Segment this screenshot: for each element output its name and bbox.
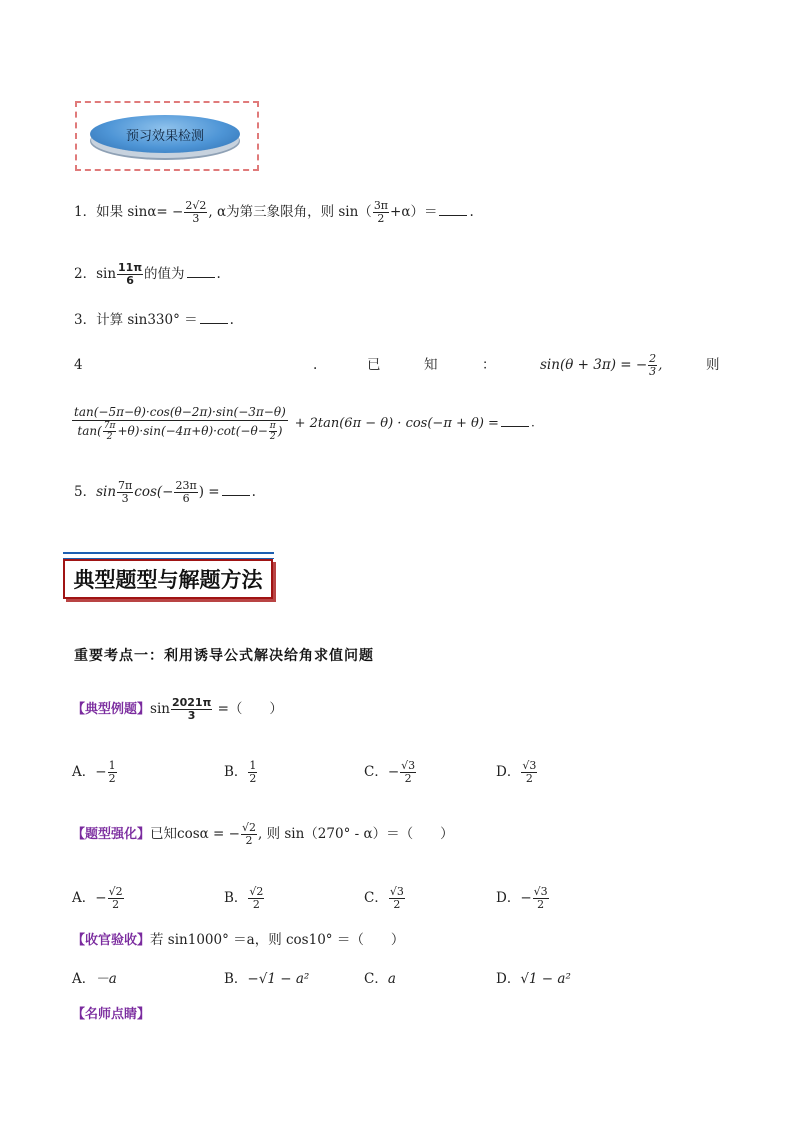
teacher-tip-heading: 【名师点睛】 bbox=[72, 1007, 151, 1022]
strengthen-tag: 【题型强化】 bbox=[72, 827, 151, 842]
option-b[interactable]: B．−√1 − a² bbox=[224, 971, 310, 987]
question-4-expression: tan(−5π−θ)·cos(θ−2π)·sin(−3π−θ) tan( $\frac{7\pi}{2}$ +θ)·sin(−4π+θ)·cot(−θ− $\frac{\pi}{2}$ ) + 2tan(6π − θ) · cos(−π + θ) = . bbox=[74, 405, 535, 442]
option-a[interactable]: A．－a bbox=[72, 971, 117, 987]
question-4-label: 4 bbox=[74, 357, 83, 373]
section-rule bbox=[63, 552, 274, 559]
option-d[interactable]: D． $\frac{√3}{2}$ bbox=[496, 759, 537, 785]
option-c[interactable]: C． $\frac{√3}{2}$ bbox=[364, 885, 404, 911]
question-5: 5．sin $\frac{7\pi}{3}$ cos(− $\frac{23\pi}{6}$ ) = . bbox=[74, 479, 256, 505]
fraction: $\frac{3\pi}{2}$ bbox=[373, 199, 389, 225]
strengthen-question: 【题型强化】已知cosα = − $\frac{√2}{2}$ , 则 sin（270° - α）＝（ ） bbox=[72, 821, 454, 847]
option-d[interactable]: D．− $\frac{√3}{2}$ bbox=[496, 885, 548, 911]
preview-badge-label: 预习效果检测 bbox=[125, 128, 204, 144]
answer-blank[interactable] bbox=[501, 412, 529, 427]
question-1: 1．如果 sinα= − $\frac{2√2}{3}$ , α为第三象限角，则 sin（ $\frac{3\pi}{2}$ +α）＝ . bbox=[74, 199, 474, 225]
fraction: $\frac{2√2}{3}$ bbox=[185, 199, 207, 225]
answer-blank[interactable] bbox=[187, 263, 215, 278]
question-2: 2．sin $\frac{11\pi}{6}$ 的值为 . bbox=[74, 261, 221, 287]
fraction: $\frac{23\pi}{6}$ bbox=[175, 479, 197, 505]
option-c[interactable]: C．− $\frac{√3}{2}$ bbox=[364, 759, 416, 785]
harvest-question: 【收官验收】若 sin1000° ＝a，则 cos10° ＝（ ） bbox=[72, 932, 405, 948]
option-b[interactable]: B． $\frac{√2}{2}$ bbox=[224, 885, 264, 911]
option-d[interactable]: D．√1 − a² bbox=[496, 971, 571, 987]
fraction: $\frac{2}{3}$ bbox=[649, 352, 657, 378]
answer-blank[interactable] bbox=[439, 201, 467, 216]
fraction: $\frac{√2}{2}$ bbox=[241, 821, 256, 847]
option-b[interactable]: B． $\frac{1}{2}$ bbox=[224, 759, 257, 785]
harvest-tag: 【收官验收】 bbox=[72, 933, 151, 948]
preview-badge bbox=[90, 115, 240, 153]
fraction: $\frac{7\pi}{3}$ bbox=[118, 479, 133, 505]
example-tag: 【典型例题】 bbox=[72, 702, 151, 717]
option-a[interactable]: A．− $\frac{1}{2}$ bbox=[72, 759, 116, 785]
section-title: 典型题型与解题方法 bbox=[63, 559, 273, 599]
fraction: $\frac{11\pi}{6}$ bbox=[118, 261, 143, 287]
question-3: 3．计算 sin330° ＝ . bbox=[74, 309, 234, 330]
answer-blank[interactable] bbox=[222, 481, 250, 496]
question-4-condition: sin(θ + 3π) = − $\frac{2}{3}$ , bbox=[540, 352, 663, 378]
option-c[interactable]: C．a bbox=[364, 971, 396, 987]
example-question: 【典型例题】sin $\frac{2021\pi}{3}$ =（ ） bbox=[72, 696, 283, 722]
fraction: $\frac{2021\pi}{3}$ bbox=[171, 696, 212, 722]
answer-blank[interactable] bbox=[200, 309, 228, 324]
key-point-heading: 重要考点一：利用诱导公式解决给角求值问题 bbox=[74, 648, 374, 664]
option-a[interactable]: A．− $\frac{√2}{2}$ bbox=[72, 885, 123, 911]
